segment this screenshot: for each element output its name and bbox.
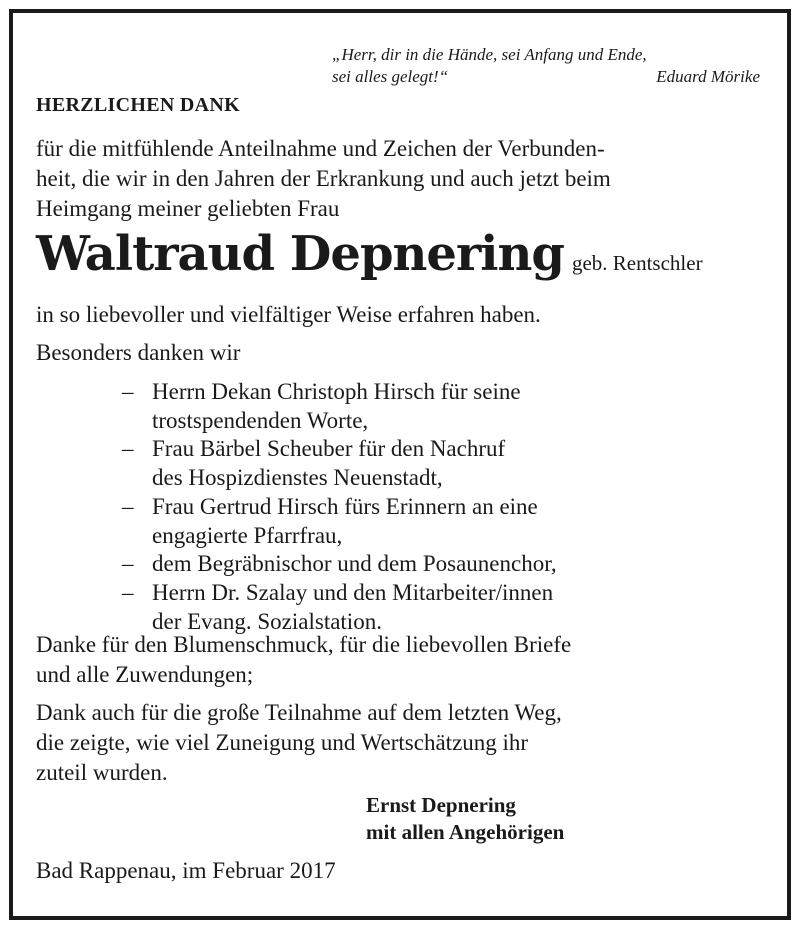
list-item-line: des Hospizdienstes Neuenstadt, [152, 465, 443, 491]
text-line: Dank auch für die große Teilnahme auf dem letzten Weg, [36, 700, 562, 725]
epigraph-quote [332, 44, 760, 88]
thanks-intro [36, 338, 776, 368]
text-line: Besonders danken wir [36, 340, 241, 365]
flowers-paragraph [36, 630, 776, 690]
quote-line: sei alles gelegt!“ [332, 67, 449, 86]
after-name-paragraph [36, 300, 776, 330]
text-line: die zeigte, wie viel Zuneigung und Wertschätzung ihr [36, 730, 529, 755]
signature-block [366, 792, 564, 846]
list-item-line: engagierte Pfarrfrau, [152, 522, 343, 548]
text-line: zuteil wurden. [36, 760, 168, 785]
list-item [122, 435, 762, 492]
list-dash: – [122, 379, 134, 404]
list-item-line: trostspendenden Worte, [152, 407, 369, 433]
list-item [122, 493, 762, 550]
list-item-line: Herrn Dr. Szalay und den Mitarbeiter/innen [152, 579, 554, 605]
quote-line: „Herr, dir in die Hände, sei Anfang und Ende, [332, 45, 647, 64]
list-dash: – [122, 579, 134, 605]
list-item [122, 378, 762, 435]
signature-name: Ernst Depnering [366, 793, 516, 817]
deceased-name-block [36, 226, 703, 282]
text-line: Heimgang meiner geliebten Frau [36, 196, 340, 221]
list-item-line: dem Begräbnischor und dem Posaunenchor, [152, 551, 557, 577]
intro-paragraph [36, 134, 776, 224]
notice-heading: HERZLICHEN DANK [36, 94, 240, 116]
text-line: für die mitfühlende Anteilnahme und Zeichen der Verbunden- [36, 136, 605, 161]
signature-relatives: mit allen Angehörigen [366, 820, 565, 844]
birth-name: geb. Rentschler [571, 251, 703, 275]
list-item [122, 550, 762, 579]
text-line: in so liebevoller und vielfältiger Weise erfahren haben. [36, 302, 541, 327]
list-dash: – [122, 551, 134, 577]
text-line: Danke für den Blumenschmuck, für die liebevollen Briefe [36, 632, 572, 657]
place-and-date: Bad Rappenau, im Februar 2017 [36, 858, 336, 883]
deceased-name: Waltraud Depnering [36, 226, 564, 282]
list-item-line: Herrn Dekan Christoph Hirsch für seine [152, 379, 521, 404]
text-line: und alle Zuwendungen; [36, 662, 254, 687]
list-dash: – [122, 493, 134, 519]
quote-author: Eduard Mörike [656, 67, 760, 86]
list-dash: – [122, 436, 134, 462]
list-item-line: Frau Bärbel Scheuber für den Nachruf [152, 436, 506, 462]
list-item [122, 579, 762, 636]
closing-paragraph [36, 698, 776, 788]
list-item-line: Frau Gertrud Hirsch fürs Erinnern an eine [152, 493, 538, 519]
text-line: heit, die wir in den Jahren der Erkrankung und auch jetzt beim [36, 166, 611, 191]
thanks-list [122, 378, 762, 636]
list-item-line: der Evang. Sozialstation. [152, 608, 382, 634]
